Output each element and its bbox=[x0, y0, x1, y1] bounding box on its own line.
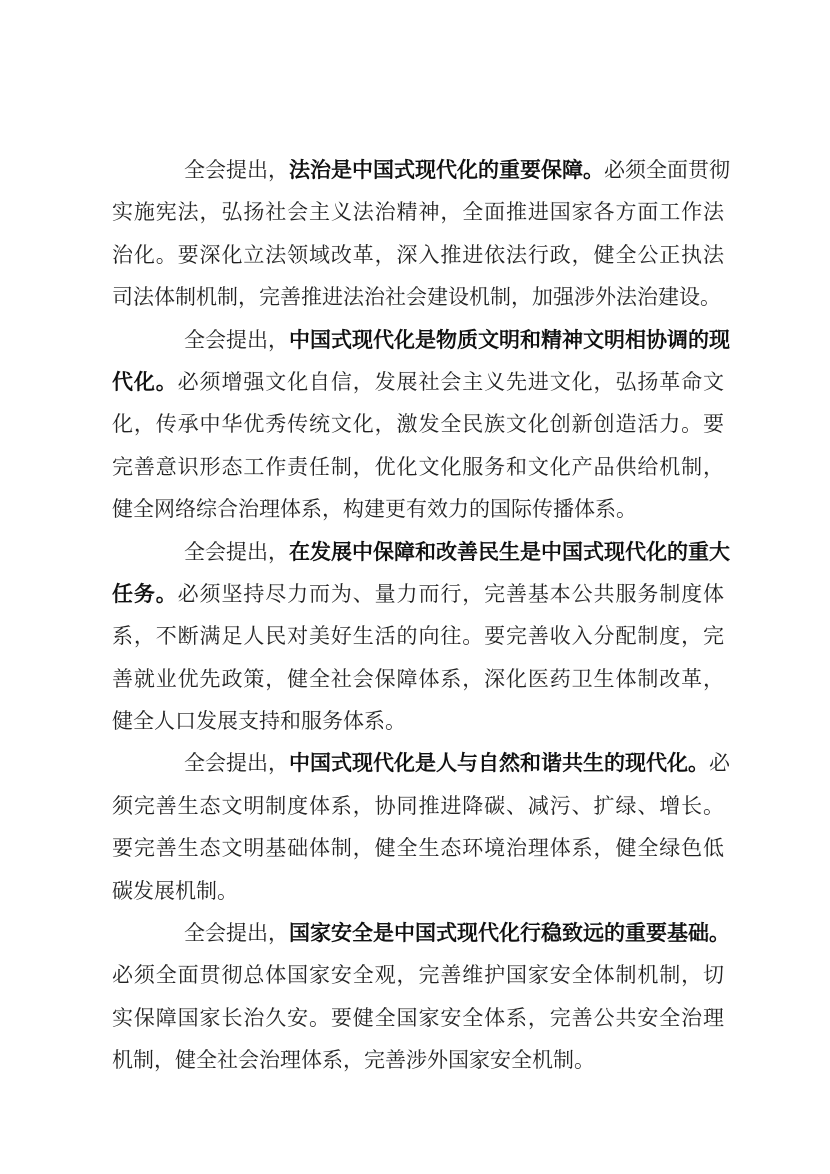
bold-text: 代化。 bbox=[112, 368, 178, 394]
text-line bbox=[112, 234, 724, 276]
text-line bbox=[112, 403, 724, 445]
body-text: 必须全面贯彻总体国家安全观，完善维护国家安全体制机制，切 bbox=[112, 963, 724, 988]
body-text: 全会提出， bbox=[184, 751, 289, 776]
bold-text: 中国式现代化是物质文明和精神文明相协调的现 bbox=[289, 326, 730, 352]
text-line bbox=[112, 573, 724, 615]
text-line bbox=[112, 319, 730, 361]
text-line bbox=[112, 531, 730, 573]
body-text: 必须坚持尽力而为、量力而行，完善基本公共服务制度体 bbox=[177, 581, 725, 606]
body-text: 必须全面贯彻 bbox=[604, 158, 730, 182]
body-text: 实保障国家长治久安。要健全国家安全体系，完善公共安全治理 bbox=[112, 1005, 724, 1030]
bold-text: 任务。 bbox=[112, 580, 178, 606]
body-text: 实施宪法，弘扬社会主义法治精神，全面推进国家各方面工作法 bbox=[112, 200, 724, 225]
text-line bbox=[112, 954, 724, 996]
bold-text: 在发展中保障和改善民生是中国式现代化的重大 bbox=[289, 538, 730, 564]
text-line bbox=[112, 700, 724, 742]
body-text: 健全人口发展支持和服务体系。 bbox=[112, 709, 406, 734]
text-line bbox=[112, 446, 724, 488]
text-line bbox=[112, 1039, 724, 1081]
text-line bbox=[112, 276, 724, 318]
body-text: 治化。要深化立法领域改革，深入推进依法行政，健全公正执法 bbox=[112, 242, 724, 267]
body-text: 司法体制机制，完善推进法治社会建设机制，加强涉外法治建设。 bbox=[112, 285, 721, 310]
body-text: 系，不断满足人民对美好生活的向往。要完善收入分配制度，完 bbox=[112, 624, 724, 649]
body-text: 全会提出， bbox=[184, 158, 289, 182]
paragraph bbox=[112, 531, 730, 743]
text-line bbox=[112, 149, 730, 191]
body-text: 碳发展机制。 bbox=[112, 878, 238, 903]
body-text: 化，传承中华优秀传统文化，激发全民族文化创新创造活力。要 bbox=[112, 412, 724, 437]
bold-text: 中国式现代化是人与自然和谐共生的现代化。 bbox=[289, 750, 709, 776]
body-text: 要完善生态文明基础体制，健全生态环境治理体系，健全绿色低 bbox=[112, 836, 724, 861]
paragraph bbox=[112, 149, 730, 319]
body-text: 全会提出， bbox=[184, 921, 289, 946]
text-line bbox=[112, 615, 724, 657]
body-text: 必须增强文化自信，发展社会主义先进文化，弘扬革命文 bbox=[177, 369, 725, 394]
body-text: 须完善生态文明制度体系，协同推进降碳、减污、扩绿、增长。 bbox=[112, 793, 724, 818]
text-line bbox=[112, 742, 730, 784]
text-line bbox=[112, 870, 724, 912]
body-text: 机制，健全社会治理体系，完善涉外国家安全机制。 bbox=[112, 1048, 595, 1073]
text-line bbox=[112, 658, 724, 700]
text-line bbox=[112, 785, 724, 827]
text-line bbox=[112, 912, 730, 954]
body-text: 健全网络综合治理体系，构建更有效力的国际传播体系。 bbox=[112, 497, 637, 522]
paragraph bbox=[112, 912, 730, 1082]
body-text: 全会提出， bbox=[184, 327, 289, 352]
text-line bbox=[112, 488, 724, 530]
body-text: 善就业优先政策，健全社会保障体系，深化医药卫生体制改革， bbox=[112, 666, 724, 691]
document-body bbox=[112, 149, 730, 1082]
body-text: 必 bbox=[709, 751, 730, 776]
bold-text: 法治是中国式现代化的重要保障。 bbox=[289, 157, 604, 182]
text-line bbox=[112, 361, 724, 403]
body-text: 完善意识形态工作责任制，优化文化服务和文化产品供给机制， bbox=[112, 454, 724, 479]
text-line bbox=[112, 191, 724, 233]
paragraph bbox=[112, 319, 730, 531]
text-line bbox=[112, 997, 724, 1039]
bold-text: 国家安全是中国式现代化行稳致远的重要基础。 bbox=[289, 920, 730, 946]
body-text: 全会提出， bbox=[184, 539, 289, 564]
text-line bbox=[112, 827, 724, 869]
paragraph bbox=[112, 742, 730, 912]
